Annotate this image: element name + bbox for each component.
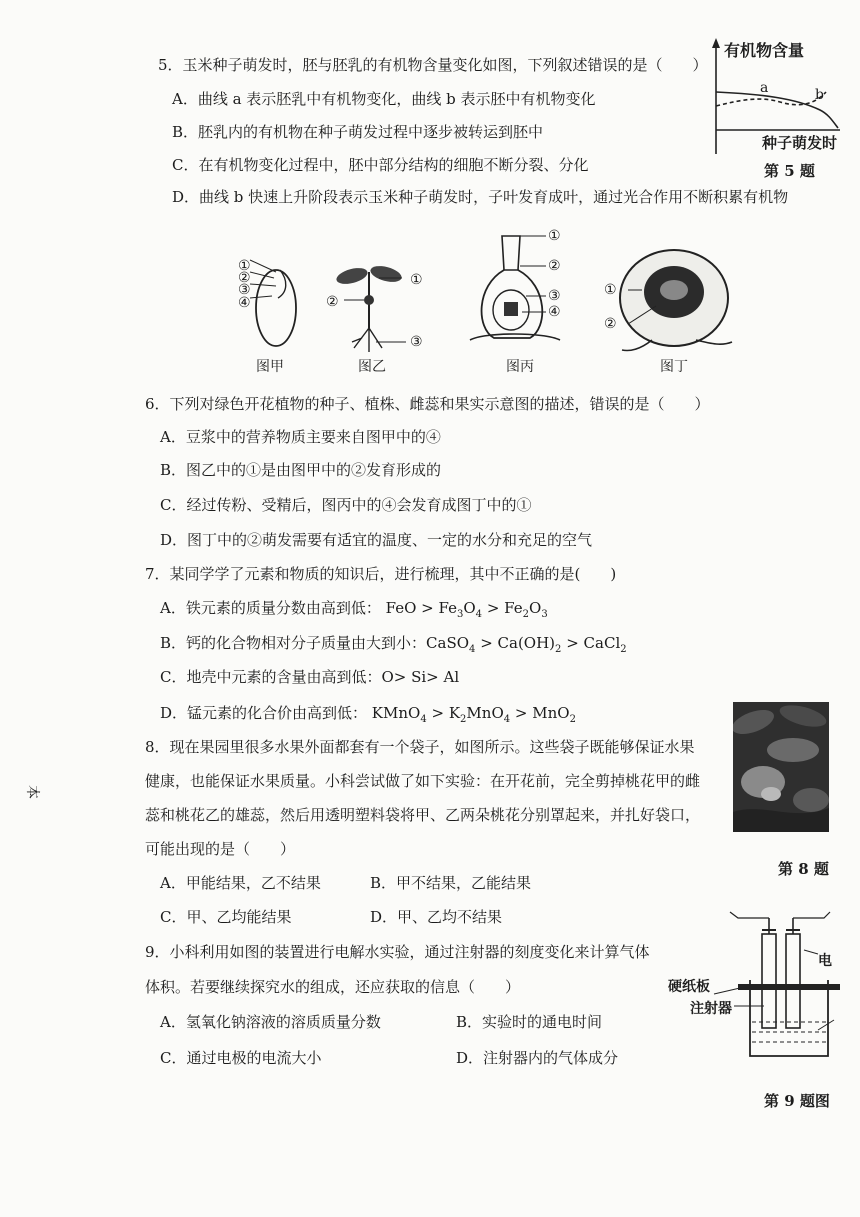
q5-option-b: B．胚乳内的有机物在种子萌发过程中逐步被转运到胚中 <box>172 123 544 141</box>
q8-line-3: 蕊和桃花乙的雄蕊，然后用透明塑料袋将甲、乙两朵桃花分别罩起来，并扎好袋口， <box>145 806 701 824</box>
q5-option-c: C．在有机物变化过程中，胚中部分结构的细胞不断分裂、分化 <box>172 156 589 174</box>
q8-option-d: D．甲、乙均不结果 <box>370 908 503 926</box>
q8-option-a: A．甲能结果，乙不结果 <box>160 874 321 892</box>
q5-y-label: 有机物含量 <box>724 41 805 60</box>
figure-ding-fruit <box>612 240 742 360</box>
q9-board-label: 硬纸板 <box>668 979 710 995</box>
jia-marker-4: ④ <box>238 295 251 311</box>
q7-option-b: B．钙的化合物相对分子质量由大到小：CaSO$_4$ > $Ca(OH)_2$ > CaCl$_2$ <box>160 634 627 655</box>
q8-photo-drawing <box>733 702 829 832</box>
curve-b <box>716 92 826 106</box>
figure-yi-label: 图乙 <box>358 359 386 375</box>
q8-line-2: 健康，也能保证水果质量。小科尝试做了如下实验：在开花前，完全剪掉桃花甲的雌 <box>145 772 701 790</box>
bing-marker-4: ④ <box>548 304 561 320</box>
yi-marker-2: ② <box>326 294 339 310</box>
q9-option-b: B．实验时的通电时间 <box>456 1013 603 1031</box>
q5-curve-b-label: b <box>815 87 824 103</box>
q7-option-a: A．铁元素的质量分数由高到低： FeO > $Fe_3O_4 > Fe_2O_3$ <box>160 599 548 620</box>
bing-marker-1: ① <box>548 228 561 244</box>
q7-option-b-text: B．钙的化合物相对分子质量由大到小： <box>160 634 427 652</box>
q5-figure <box>700 36 850 186</box>
q6-option-d: D．图丁中的②萌发需要有适宜的温度、一定的水分和充足的空气 <box>160 531 593 549</box>
q9-syringe-label: 注射器 <box>690 1001 732 1017</box>
bing-marker-2: ② <box>548 258 561 274</box>
figure-jia-label: 图甲 <box>256 359 284 375</box>
figure-yi-seedling <box>324 248 424 368</box>
ding-marker-1: ① <box>604 282 617 298</box>
q8-option-c: C．甲、乙均能结果 <box>160 908 292 926</box>
q5-caption: 第 5 题 <box>764 162 815 180</box>
q6-option-c: C．经过传粉、受精后，图丙中的④会发育成图丁中的① <box>160 496 532 514</box>
q9-electrode-label: 电 <box>818 953 832 969</box>
yi-marker-1: ① <box>410 272 423 288</box>
q7-option-d-text: D．锰元素的化合价由高到低： <box>160 704 368 722</box>
q9-line-2: 体积。若要继续探究水的组成，还应获取的信息（ ） <box>145 978 521 996</box>
q6-option-b: B．图乙中的①是由图甲中的②发育形成的 <box>160 461 442 479</box>
bing-marker-3: ③ <box>548 288 561 304</box>
q7-option-a-text: A．铁元素的质量分数由高到低： <box>160 599 381 617</box>
figure-bing-label: 图丙 <box>506 359 534 375</box>
ding-marker-2: ② <box>604 316 617 332</box>
q9-caption: 第 9 题图 <box>764 1092 830 1110</box>
jia-marker-3: ③ <box>238 282 251 298</box>
q6-option-a: A．豆浆中的营养物质主要来自图甲中的④ <box>160 428 441 446</box>
q9-option-c: C．通过电极的电流大小 <box>160 1049 322 1067</box>
q5-option-a: A．曲线 a 表示胚乳中有机物变化，曲线 b 表示胚中有机物变化 <box>172 90 596 108</box>
q8-line-4: 可能出现的是（ ） <box>145 840 296 858</box>
q6-stem: 6．下列对绿色开花植物的种子、植株、雌蕊和果实示意图的描述，错误的是（ ） <box>145 395 710 413</box>
jia-marker-1: ① <box>238 258 251 274</box>
margin-mark: 本 <box>24 785 40 799</box>
q9-figure-apparatus <box>668 910 840 1070</box>
q5-curve-a-label: a <box>760 80 769 96</box>
q8-caption: 第 8 题 <box>778 860 829 878</box>
plant-figures <box>228 230 748 380</box>
q5-option-d: D．曲线 b 快速上升阶段表示玉米种子萌发时，子叶发育成叶，通过光合作用不断积累有机物 <box>172 188 789 206</box>
q7-option-c: C．地壳中元素的含量由高到低：O> Si> Al <box>160 668 460 686</box>
yi-marker-3: ③ <box>410 334 423 350</box>
jia-marker-2: ② <box>238 270 251 286</box>
q5-x-label: 种子萌发时 <box>762 134 838 152</box>
q7-option-d: D．锰元素的化合价由高到低： KMnO$_4$ > $K_2MnO_4 > MnO_2$ <box>160 704 576 725</box>
q9-option-a: A．氢氧化钠溶液的溶质质量分数 <box>160 1013 381 1031</box>
q8-option-b: B．甲不结果，乙能结果 <box>370 874 532 892</box>
q9-line-1: 9．小科利用如图的装置进行电解水实验，通过注射器的刻度变化来计算气体 <box>145 943 650 961</box>
q8-line-1: 8．现在果园里很多水果外面都套有一个袋子，如图所示。这些袋子既能够保证水果 <box>145 738 695 756</box>
q7-stem: 7．某同学学了元素和物质的知识后，进行梳理，其中不正确的是( ) <box>145 565 617 583</box>
q8-photo-bagged-fruit <box>733 702 829 832</box>
figure-ding-label: 图丁 <box>660 359 688 375</box>
q5-stem: 5．玉米种子萌发时，胚与胚乳的有机物含量变化如图，下列叙述错误的是（ ） <box>158 56 708 74</box>
q9-option-d: D．注射器内的气体成分 <box>456 1049 619 1067</box>
